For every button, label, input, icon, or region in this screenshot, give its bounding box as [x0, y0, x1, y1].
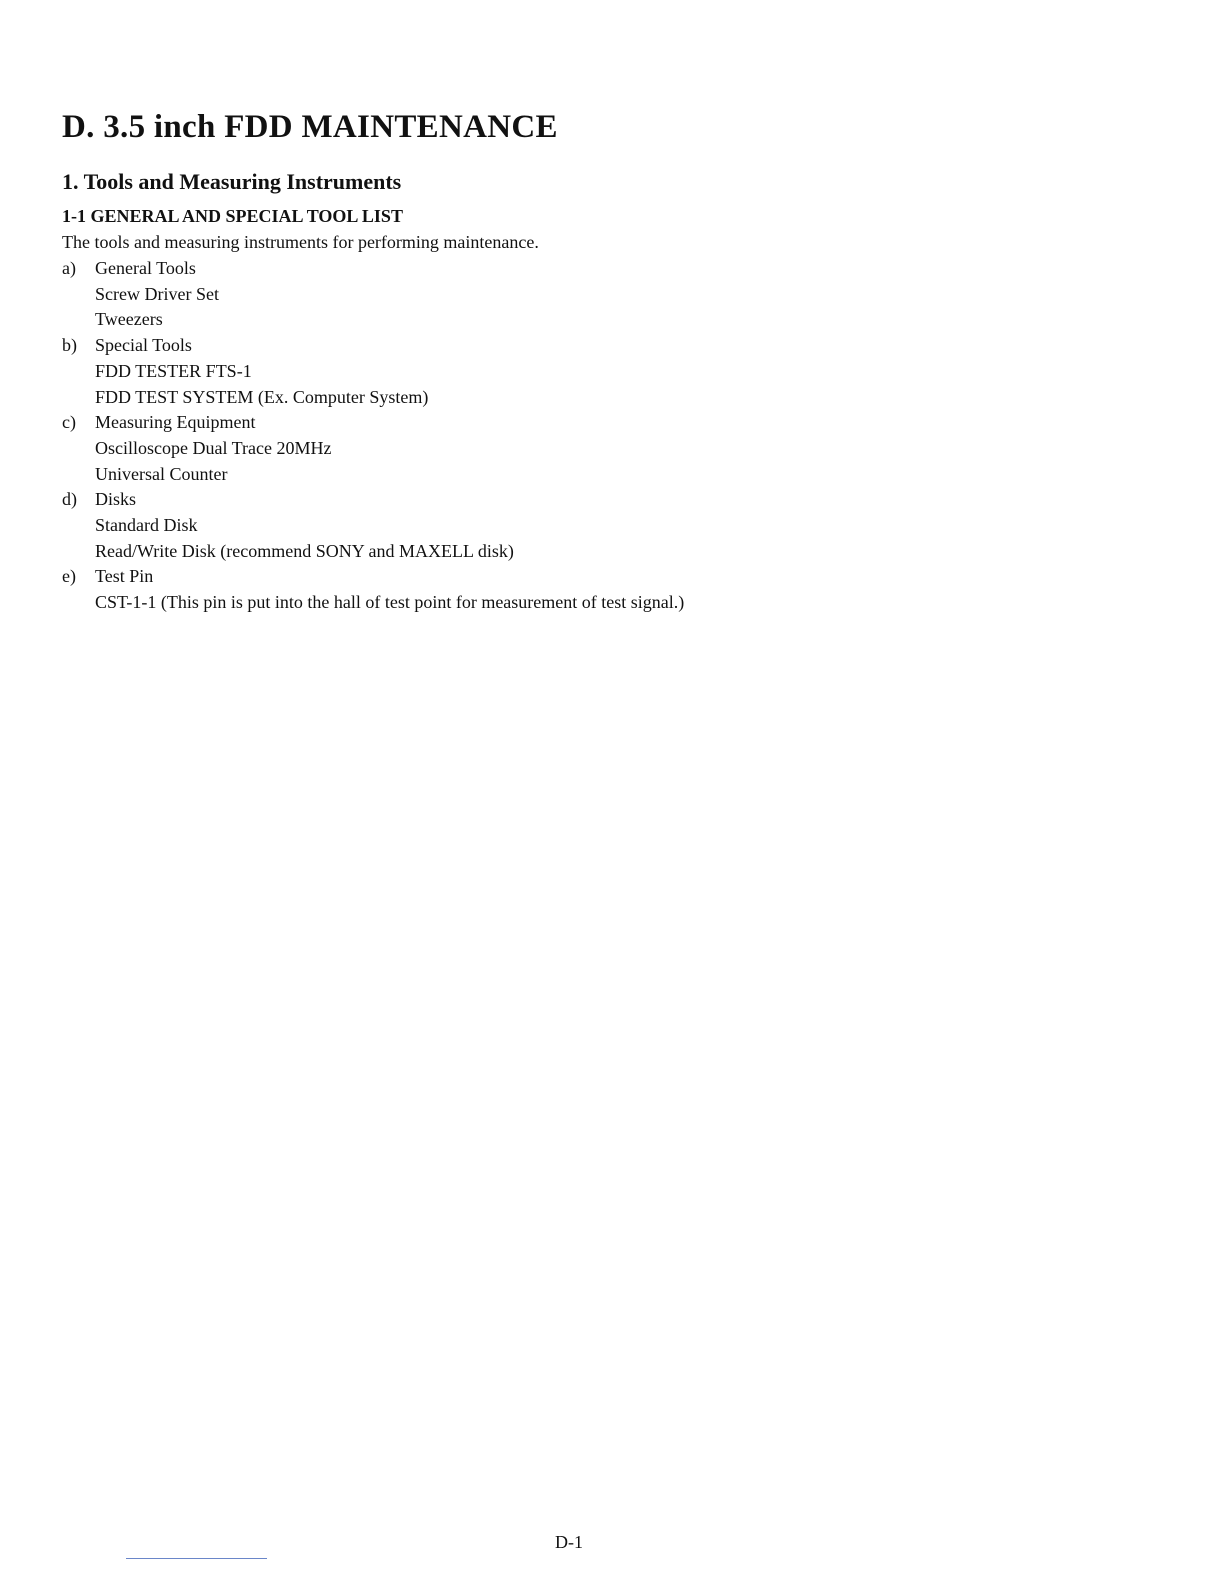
page-number: D-1 [555, 1532, 583, 1552]
tool-group-special [62, 333, 684, 410]
group-label: General Tools [95, 258, 196, 278]
group-marker: c) [62, 412, 76, 433]
tool-list [62, 256, 684, 616]
tool-entry: Tweezers [95, 309, 163, 330]
subsection-heading: 1-1 GENERAL AND SPECIAL TOOL LIST [62, 206, 403, 226]
group-header [62, 333, 684, 359]
tool-group-test-pin [62, 564, 684, 615]
group-label: Special Tools [95, 335, 192, 356]
group-label: Disks [95, 489, 137, 510]
footer-rule [126, 1558, 267, 1559]
tool-entry: FDD TEST SYSTEM (Ex. Computer System) [95, 386, 429, 407]
group-marker: a) [62, 258, 76, 278]
section-heading: 1. Tools and Measuring Instruments [62, 169, 402, 194]
tool-group-measuring [62, 410, 684, 487]
group-header [62, 256, 684, 282]
tool-entry: Oscilloscope Dual Trace 20MHz [95, 437, 332, 458]
tool-entry: Standard Disk [95, 515, 198, 536]
group-marker: e) [62, 566, 76, 587]
group-marker: d) [62, 489, 77, 510]
tool-entry: Universal Counter [95, 463, 228, 484]
group-header [62, 564, 684, 590]
tool-group-general [62, 256, 684, 333]
tool-entry: CST-1-1 (This pin is put into the hall of test point for measurement of test signal.) [95, 592, 685, 613]
page-title: D. 3.5 inch FDD MAINTENANCE [62, 109, 558, 145]
tool-entry: Screw Driver Set [95, 283, 219, 304]
tool-entry: FDD TESTER FTS-1 [95, 360, 252, 381]
group-marker: b) [62, 335, 77, 356]
group-label: Measuring Equipment [95, 412, 256, 433]
group-label: Test Pin [95, 566, 154, 587]
group-header [62, 487, 684, 513]
intro-paragraph: The tools and measuring instruments for performing maintenance. [62, 232, 539, 252]
tool-group-disks [62, 487, 684, 564]
group-header [62, 410, 684, 436]
tool-entry: Read/Write Disk (recommend SONY and MAXELL disk) [95, 540, 514, 561]
